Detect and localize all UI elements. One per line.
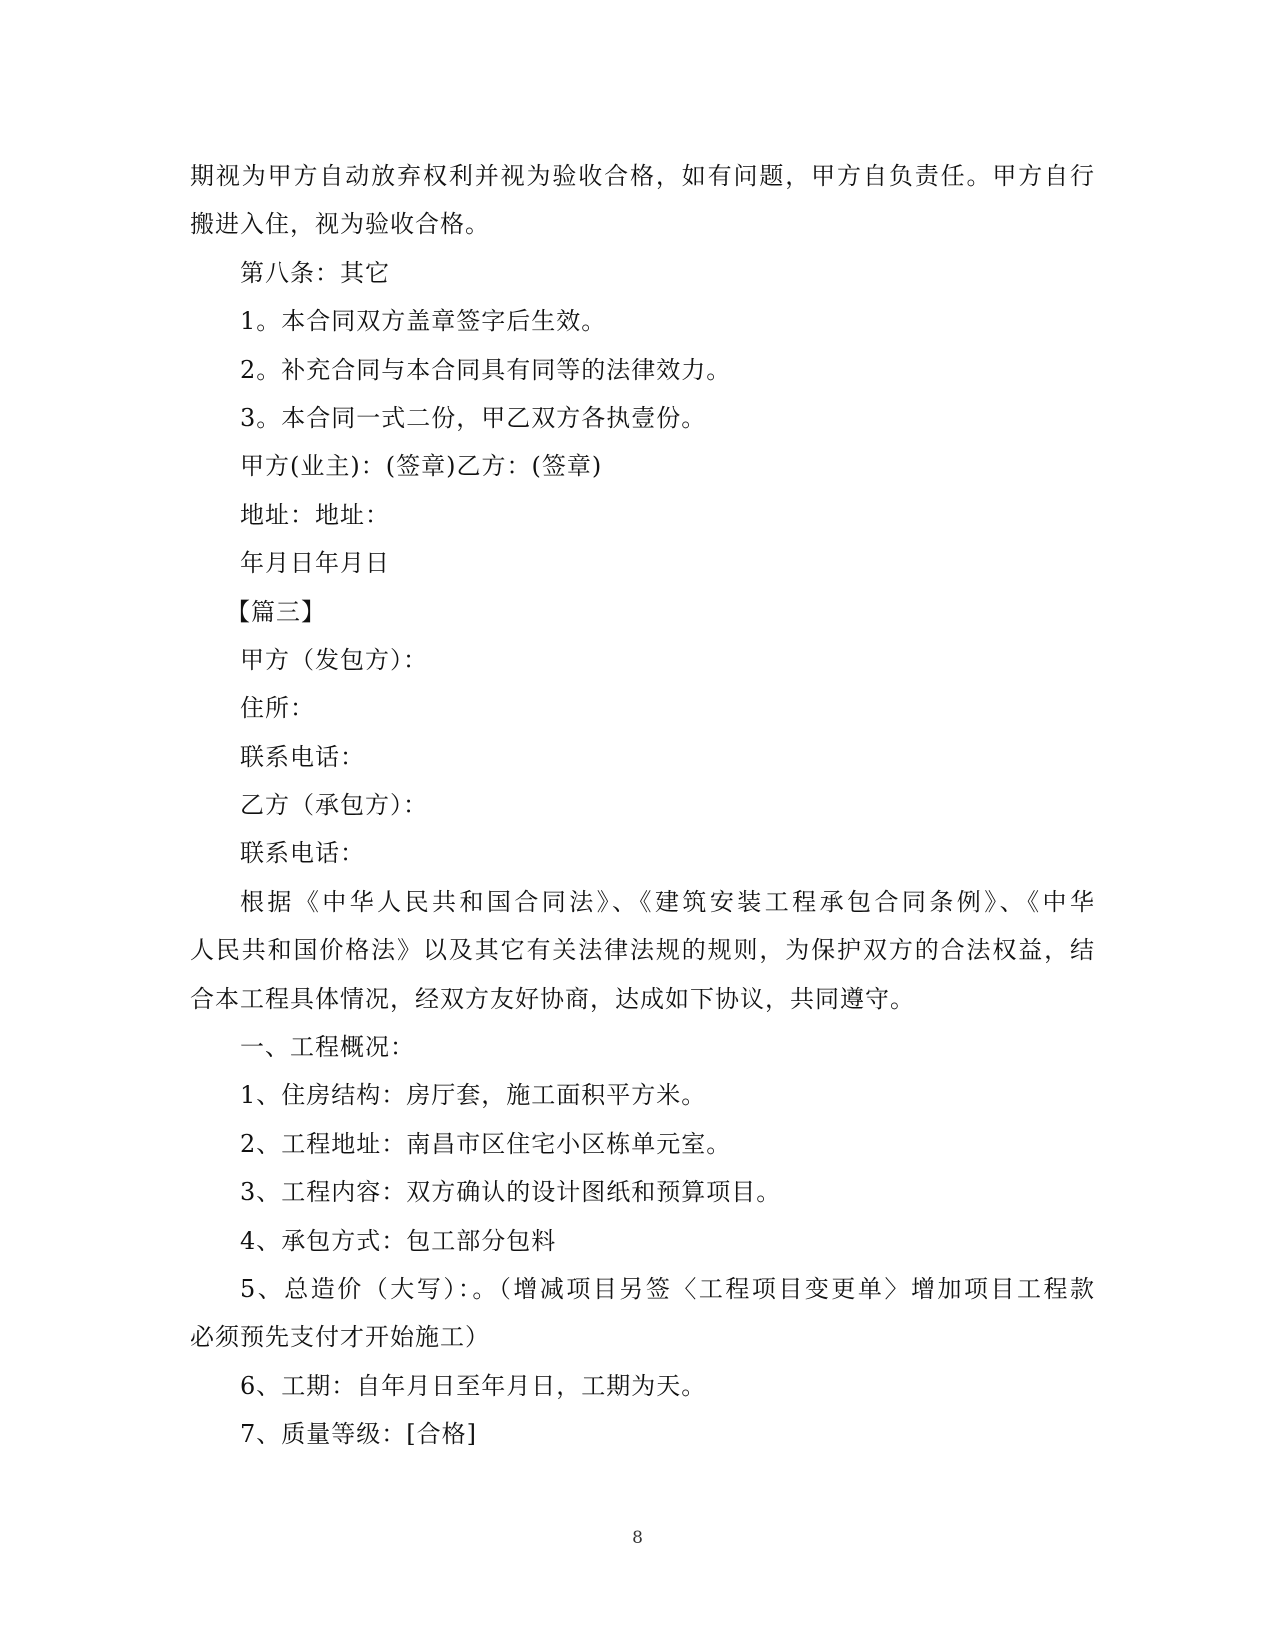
clause-item: 2。补充合同与本合同具有同等的法律效力。 (240, 355, 732, 384)
list-item: 4、承包方式：包工部分包料 (240, 1226, 557, 1255)
part-heading: 【篇三】 (226, 597, 326, 626)
list-item-continuation: 必须预先支付才开始施工） (190, 1323, 490, 1352)
paragraph-line: 根据《中华人民共和国合同法》、《建筑安装工程承包合同条例》、《中华 (240, 887, 1095, 916)
paragraph-line: 人民共和国价格法》以及其它有关法律法规的规则，为保护双方的合法权益，结 (190, 936, 1095, 965)
page-number: 8 (632, 1528, 643, 1548)
section-heading: 第八条：其它 (240, 258, 390, 287)
list-item: 2、工程地址：南昌市区住宅小区栋单元室。 (240, 1129, 732, 1158)
list-item: 7、质量等级：[合格] (240, 1420, 477, 1449)
party-b-label: 乙方（承包方）： (240, 791, 428, 820)
party-a-label: 甲方（发包方）： (240, 645, 428, 674)
paragraph-line: 合本工程具体情况，经双方友好协商，达成如下协议，共同遵守。 (190, 984, 915, 1013)
residence-label: 住所： (240, 694, 315, 723)
phone-label: 联系电话： (240, 742, 365, 771)
text-line: 搬进入住，视为验收合格。 (190, 210, 490, 239)
address-line: 地址：地址： (240, 500, 390, 529)
phone-label: 联系电话： (240, 839, 365, 868)
clause-item: 1。本合同双方盖章签字后生效。 (240, 307, 607, 336)
document-body (190, 152, 1095, 1459)
clause-item: 3。本合同一式二份，甲乙双方各执壹份。 (240, 403, 707, 432)
list-item: 6、工期：自年月日至年月日，工期为天。 (240, 1371, 707, 1400)
list-item: 1、住房结构：房厅套，施工面积平方米。 (240, 1081, 707, 1110)
text-line: 期视为甲方自动放弃权利并视为验收合格，如有问题，甲方自负责任。甲方自行 (190, 162, 1095, 190)
list-item: 3、工程内容：双方确认的设计图纸和预算项目。 (240, 1178, 782, 1207)
section-heading: 一、工程概况： (240, 1033, 415, 1062)
signature-line: 甲方(业主)：(签章)乙方：(签章) (240, 452, 603, 481)
list-item: 5、总造价（大写）：。（增减项目另签〈工程项目变更单〉增加项目工程款 (240, 1274, 1095, 1303)
date-line: 年月日年月日 (240, 549, 390, 578)
